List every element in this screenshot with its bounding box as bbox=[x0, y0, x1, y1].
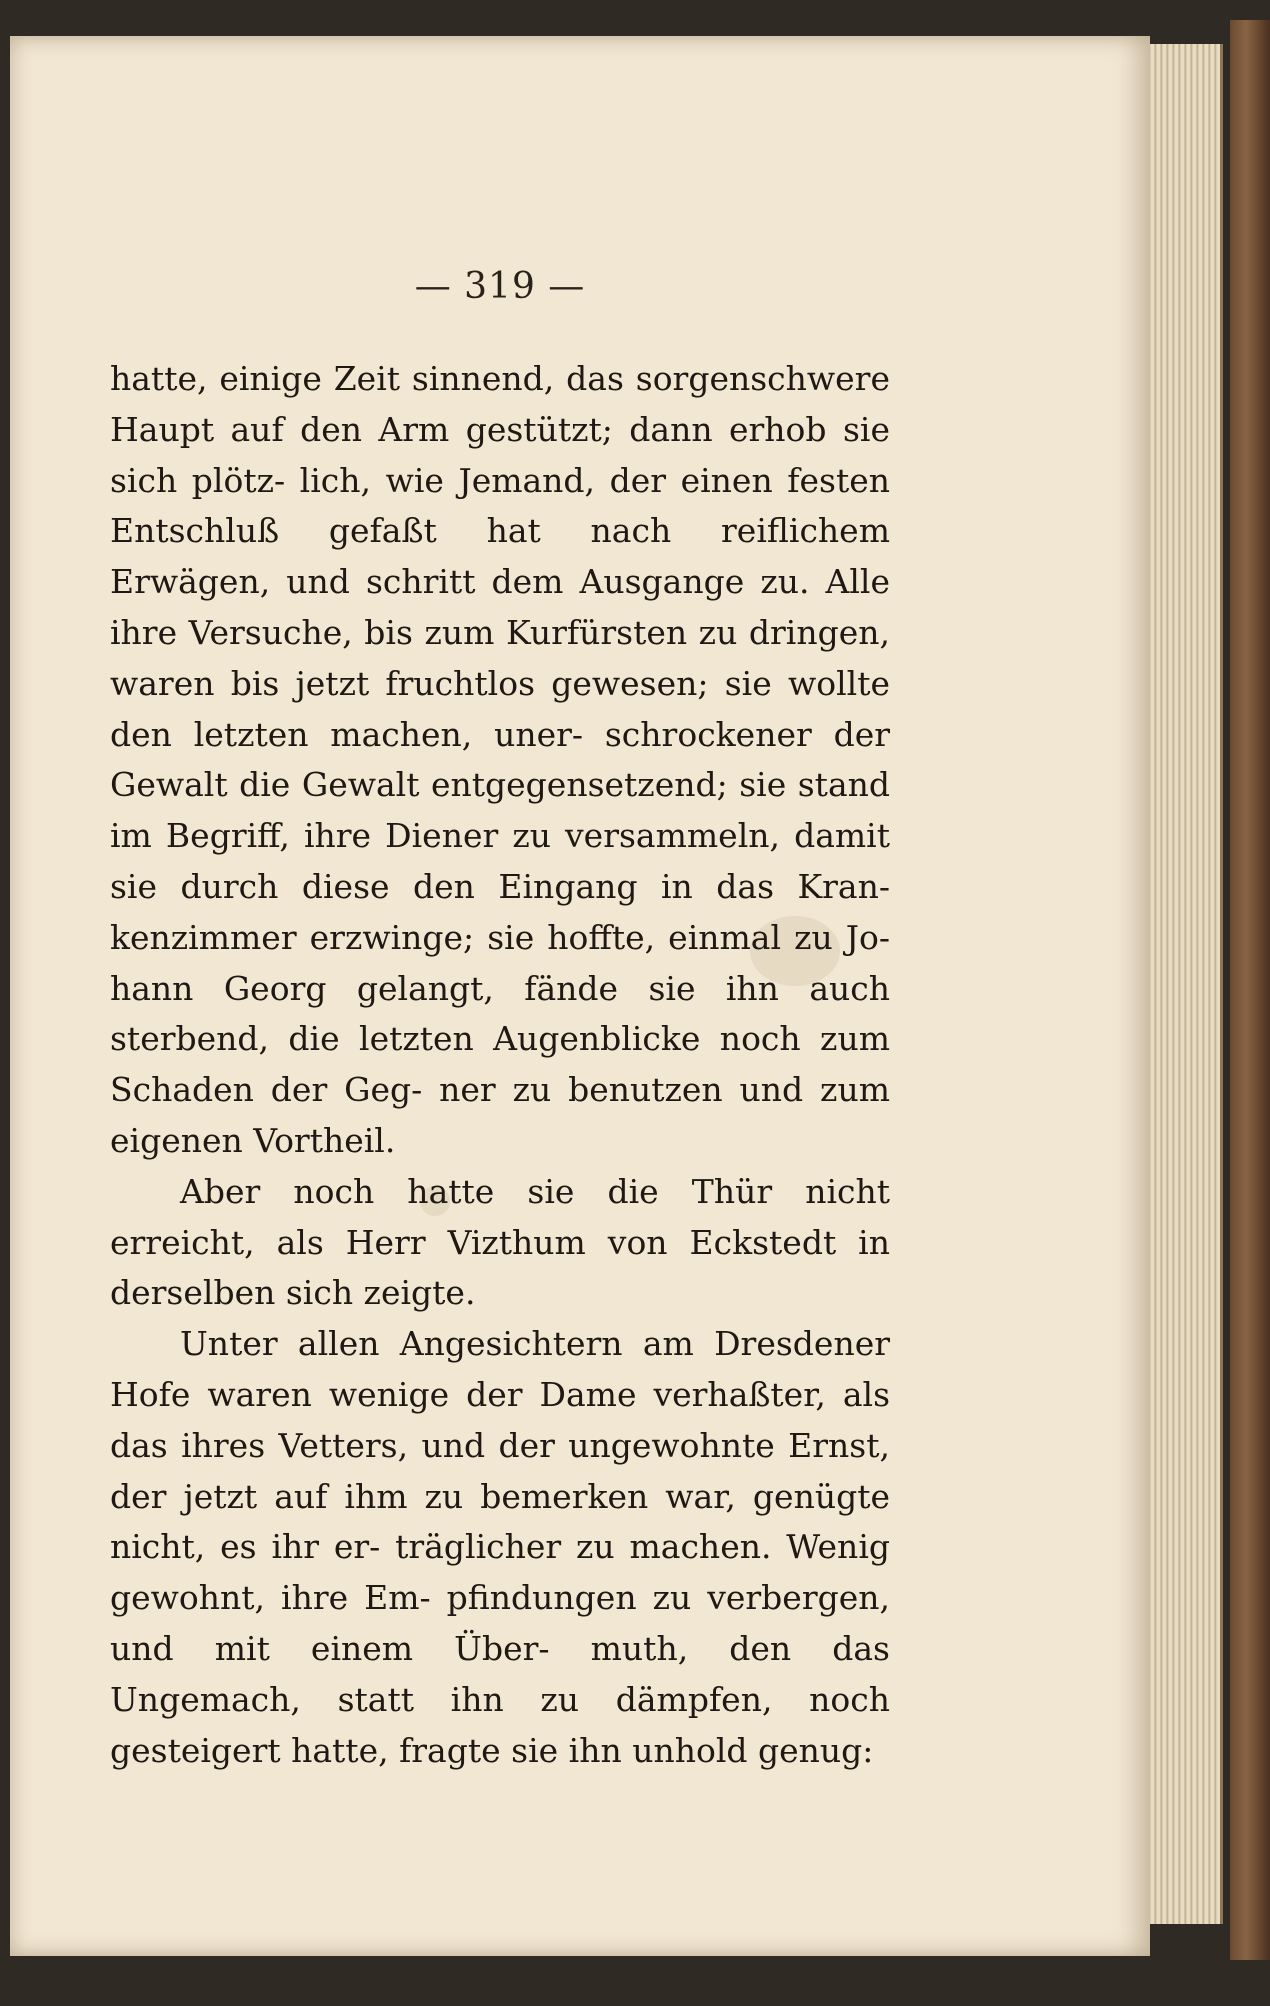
book-cover-edge bbox=[1230, 20, 1270, 1960]
body-text bbox=[110, 354, 890, 1776]
book-page bbox=[10, 36, 1150, 1956]
paragraph: hatte, einige Zeit sinnend, das sorgenschwere Haupt auf den Arm gestützt; dann erhob sie sich plötz- lich, wie Jemand, der einen festen Entschluß gefaßt hat nach reiflichem Erwägen, und schritt dem Ausgange zu. Alle ihre Versuche, bis zum Kurfürsten zu dringen, waren bis jetzt fruchtlos gewesen; sie wollte den letzten machen, uner- schrockener der Gewalt die Gewalt entgegensetzend; sie stand im Begriff, ihre Diener zu versammeln, damit sie durch diese den Eingang in das Kran- kenzimmer erzwinge; sie hoffte, einmal zu Jo- hann Georg gelangt, fände sie ihn auch sterbend, die letzten Augenblicke noch zum Schaden der Geg- ner zu benutzen und zum eigenen Vortheil. bbox=[110, 359, 890, 1160]
page-number: — 319 — bbox=[414, 266, 586, 307]
paragraph: Aber noch hatte sie die Thür nicht erreicht, als Herr Vizthum von Eckstedt in derselben sich zeigte. bbox=[110, 1171, 890, 1313]
paragraph: Unter allen Angesichtern am Dresdener Hofe waren wenige der Dame verhaßter, als das ihres Vetters, und der ungewohnte Ernst, der jetzt auf ihm zu bemerken war, genügte nicht, es ihr er- träglicher zu machen. Wenig gewohnt, ihre Em- pfindungen zu verbergen, und mit einem Über- muth, den das Ungemach, statt ihn zu dämpfen, noch gesteigert hatte, fragte sie ihn unhold genug: bbox=[110, 1324, 890, 1770]
page-edges bbox=[1145, 44, 1223, 1924]
